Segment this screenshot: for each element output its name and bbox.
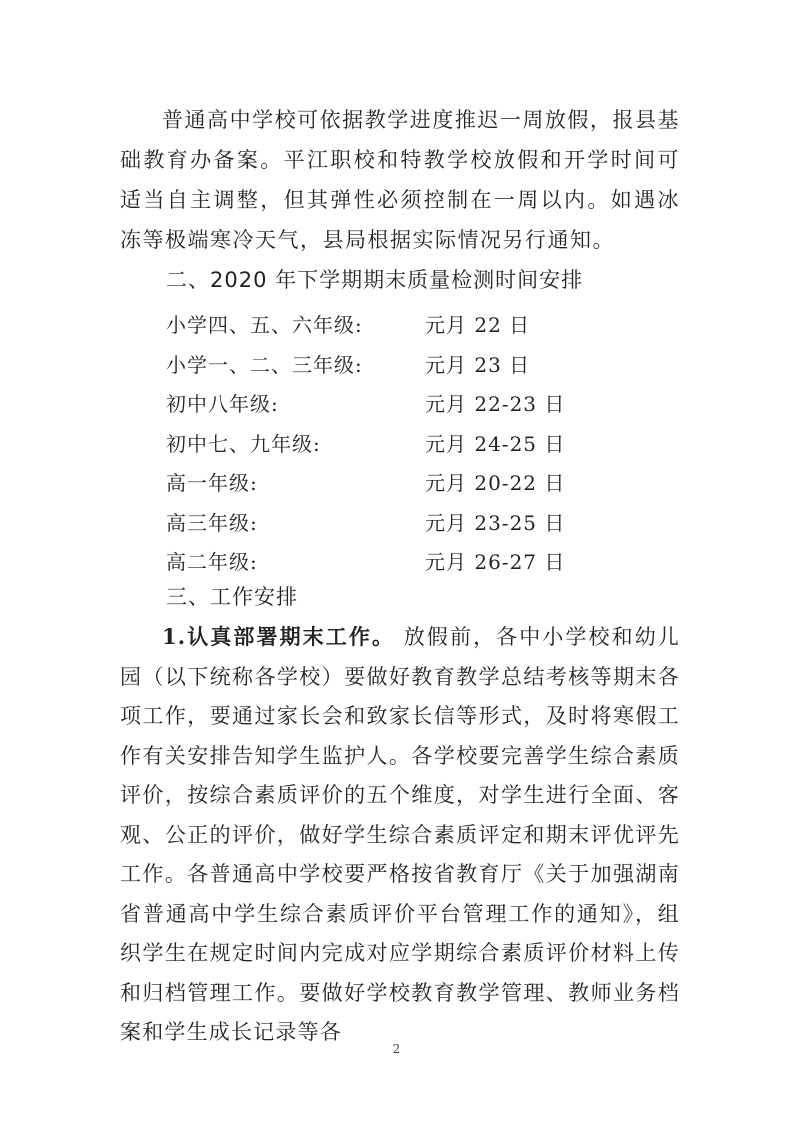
intro-paragraph-text: 普通高中学校可依据教学进度推迟一周放假，报县基础教育办备案。平江职校和特教学校放假和开学时间可适当自主调整，但其弹性必须控制在一周以内。如遇冰冻等极端寒冷天气，县局根据实际情况另行通知。: [120, 108, 680, 252]
schedule-date: 元月 22 日: [425, 313, 531, 337]
item1-lead: 1.认真部署期末工作。: [162, 624, 396, 649]
schedule-date: 元月 26-27 日: [425, 550, 566, 574]
exam-schedule: [166, 306, 586, 583]
schedule-date: 元月 22-23 日: [425, 392, 566, 416]
schedule-row: [166, 425, 586, 465]
schedule-row: [166, 346, 586, 386]
schedule-date: 元月 24-25 日: [425, 431, 566, 456]
work-arrangement-paragraph: [120, 617, 680, 1053]
schedule-row: [166, 543, 586, 583]
schedule-row: [166, 385, 586, 425]
schedule-row: [166, 504, 586, 544]
schedule-row: [166, 306, 586, 346]
schedule-date: 元月 23-25 日: [425, 510, 566, 535]
schedule-grade: 高二年级:: [166, 550, 258, 574]
item1-body: 放假前，各中小学校和幼儿园（以下统称各学校）要做好教育教学总结考核等期末各项工作，要通过家长会和致家长信等形式，及时将寒假工作有关安排告知学生监护人。各学校要完善学生综合素质评价，按综合素质评价的五个维度，对学生进行全面、客观、公正的评价，做好学生综合素质评定和期末评优评先工作。各普通高中学校要严格按省教育厅《关于加强湖南省普通高中学生综合素质评价平台管理工作的通知》，组织学生在规定时间内完成对应学期综合素质评价材料上传和归档管理工作。要做好学校教育教学管理、教师业务档案和学生成长记录等各: [120, 625, 680, 1044]
schedule-grade: 高三年级:: [166, 510, 258, 535]
schedule-grade: 高一年级:: [166, 471, 258, 495]
page-number: 2: [392, 1042, 401, 1056]
schedule-grade: 小学一、二、三年级:: [166, 352, 363, 377]
schedule-grade: 初中八年级:: [166, 392, 279, 416]
schedule-grade: 小学四、五、六年级:: [166, 313, 363, 337]
schedule-row: [166, 464, 586, 504]
schedule-grade: 初中七、九年级:: [166, 431, 321, 456]
intro-paragraph: [120, 100, 680, 260]
section3-heading: 三、工作安排: [166, 585, 298, 609]
schedule-date: 元月 23 日: [425, 352, 531, 377]
schedule-date: 元月 20-22 日: [425, 471, 566, 495]
section2-heading: 二、2020 年下学期期末质量检测时间安排: [166, 268, 584, 292]
